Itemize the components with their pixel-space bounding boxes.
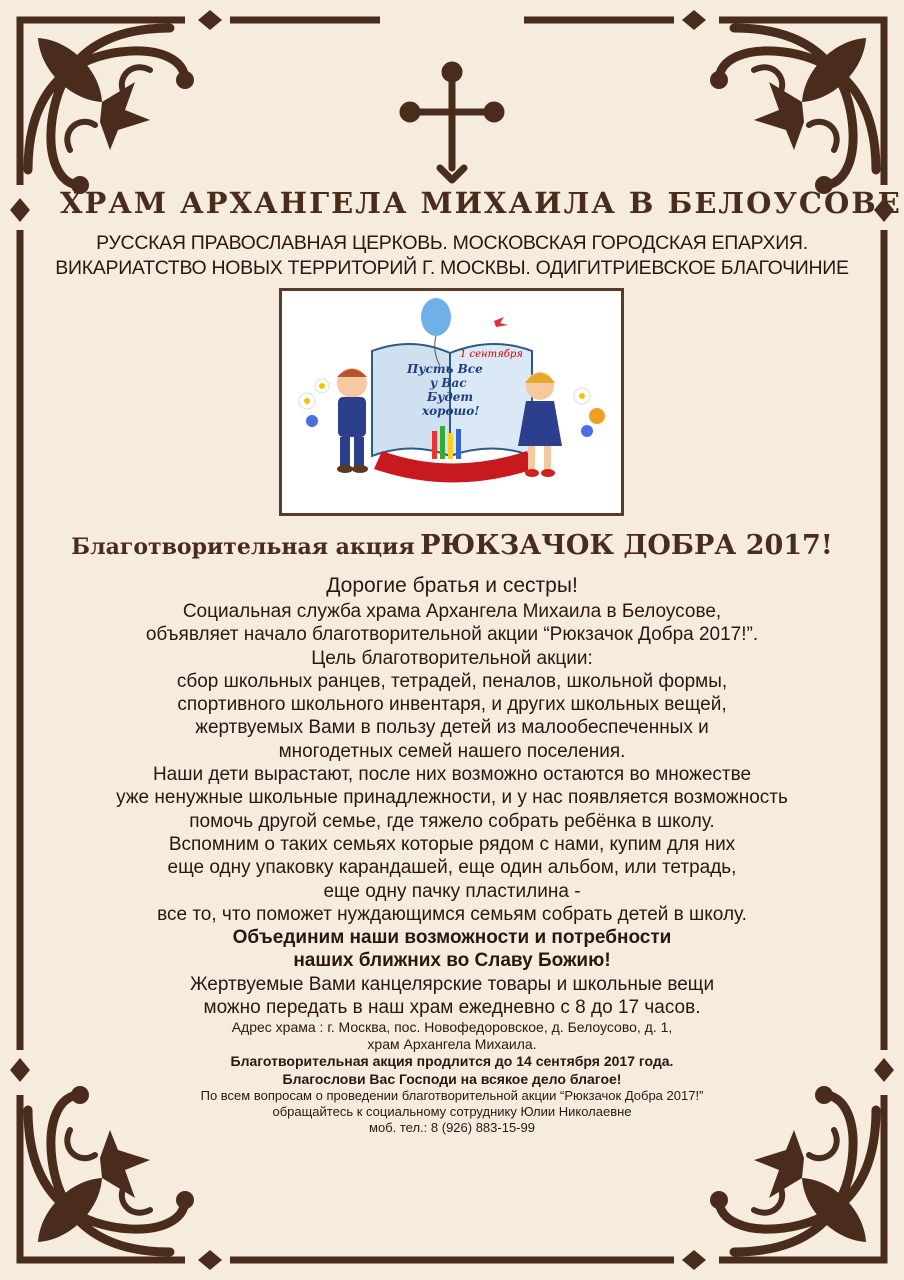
body-line: спортивного школьного инвентаря, и других школьных вещей, [177, 694, 727, 716]
ribbon-icon [374, 451, 534, 483]
action-title [40, 530, 864, 561]
action-title-lead: Благотворительная акция [71, 534, 415, 560]
address-line: Адрес храма : г. Москва, пос. Новофедоровское, д. Белоусово, д. 1, [231, 1019, 673, 1036]
greeting: Дорогие братья и сестры! [326, 574, 578, 597]
subtitle-line-1: РУССКАЯ ПРАВОСЛАВНАЯ ЦЕРКОВЬ. МОСКОВСКАЯ ГОРОДСКАЯ ЕПАРХИЯ. [96, 232, 808, 254]
book-text-line-1: Пусть Все [407, 362, 483, 376]
body-line: еще одну упаковку карандашей, еще один альбом, или тетрадь, [167, 857, 737, 879]
body-line: сбор школьных ранцев, тетрадей, пеналов, школьной формы, [176, 670, 728, 692]
donation-line: можно передать в наш храм ежедневно с 8 до 17 часов. [203, 997, 701, 1019]
book-text-line-3: Будет [427, 390, 474, 404]
contact-line: обращайтесь к социальному сотруднику Юлии Николаевне [272, 1104, 632, 1120]
action-title-main: РЮКЗАЧОК ДОБРА 2017! [420, 530, 833, 561]
body-line: Цель благотворительной акции: [311, 647, 593, 669]
body-line: Вспомним о таких семьях которые рядом с нами, купим для них [168, 833, 736, 855]
cross-icon [403, 65, 501, 180]
body-line: помочь другой семье, где тяжело собрать ребёнка в школу. [189, 810, 715, 832]
body-line: многодетных семей нашего поселения. [278, 740, 626, 762]
illustration-image [279, 288, 624, 516]
appeal-line: наших ближних во Славу Божию! [293, 950, 611, 972]
body-line: Наши дети вырастают, после них возможно остаются во множестве [152, 764, 752, 786]
body-text [40, 572, 864, 1136]
book-text-line-4: хорошо! [422, 404, 480, 418]
body-line: уже ненужные школьные принадлежности, и у нас появляется возможность [116, 787, 788, 809]
body-line: все то, что поможет нуждающимся семьям собрать детей в школу. [157, 903, 747, 925]
phone-number: моб. тел.: 8 (926) 883-15-99 [369, 1120, 535, 1136]
body-line: объявляет начало благотворительной акции “Рюкзачок Добра 2017!”. [145, 624, 759, 646]
appeal-line: Объединим наши возможности и потребности [232, 927, 672, 949]
address-line: храм Архангела Михаила. [367, 1036, 537, 1053]
body-line: Социальная служба храма Архангела Михаила в Белоусове, [182, 601, 722, 622]
church-title: ХРАМ АРХАНГЕЛА МИХАИЛА В БЕЛОУСОВЕ [60, 186, 902, 220]
body-line: жертвуемых Вами в пользу детей из малообеспеченных и [195, 717, 709, 739]
book-text-line-2: у Вас [430, 376, 467, 390]
subtitle-line-2: ВИКАРИАТСТВО НОВЫХ ТЕРРИТОРИЙ Г. МОСКВЫ. ОДИГИТРИЕВСКОЕ БЛАГОЧИНИЕ [55, 257, 849, 279]
boy-figure [337, 368, 368, 473]
closing-line: Благотворительная акция продлится до 14 сентября 2017 года. [230, 1053, 674, 1070]
donation-line: Жертвуемые Вами канцелярские товары и школьные вещи [189, 973, 715, 995]
closing-line: Благослови Вас Господи на всякое дело благое! [282, 1070, 622, 1087]
date-label: 1 сентября [460, 349, 523, 360]
body-line: еще одну пачку пластилина - [323, 880, 581, 902]
contact-line: По всем вопросам о проведении благотворительной акции “Рюкзачок Добра 2017!” [200, 1088, 704, 1104]
bird-icon [494, 317, 508, 327]
